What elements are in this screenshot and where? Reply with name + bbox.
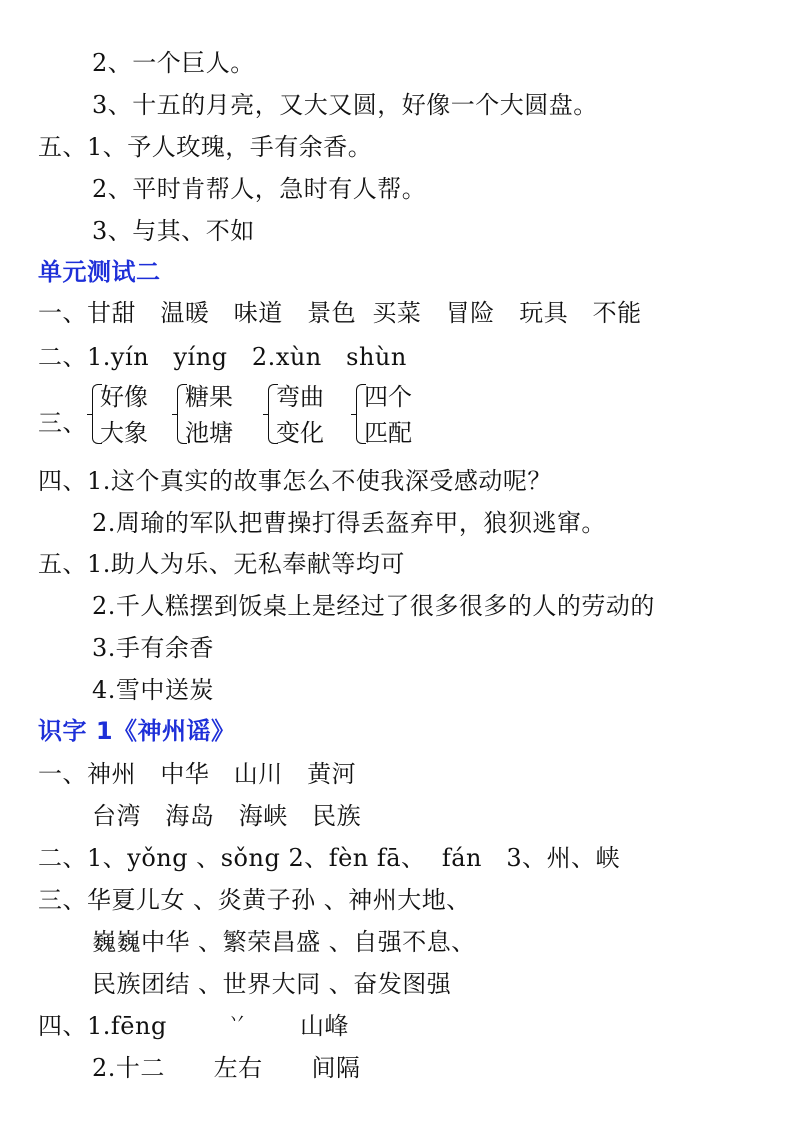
answer-line: 2.十二 左右 间隔 xyxy=(92,1054,361,1082)
pair-word-bottom: 匹配 xyxy=(364,419,412,447)
answer-line: 五、1、予人玫瑰，手有余香。 xyxy=(38,133,373,161)
answer-line: 三、华夏儿女 、炎黄子孙 、神州大地、 xyxy=(38,886,471,914)
brace-pair xyxy=(177,382,247,448)
answer-line: 2.千人糕摆到饭桌上是经过了很多很多的人的劳动的 xyxy=(92,592,655,620)
pair-word-bottom: 变化 xyxy=(276,419,324,447)
answer-line: 3、与其、不如 xyxy=(92,217,255,245)
pair-word-top: 四个 xyxy=(364,383,412,411)
brace-pair xyxy=(356,382,426,448)
answer-line: 巍巍中华 、繁荣昌盛 、自强不息、 xyxy=(92,928,476,956)
answer-line: 四、1.这个真实的故事怎么不使我深受感动呢？ xyxy=(38,467,552,495)
answer-line: 4.雪中送炭 xyxy=(92,676,214,704)
pinyin-line: 四、1.fēng xyxy=(38,1012,167,1040)
answer-line: 2.周瑜的军队把曹操打得丢盔弃甲，狼狈逃窜。 xyxy=(92,509,606,537)
answer-word: 山峰 xyxy=(300,1012,349,1040)
answer-line: 3、十五的月亮，又大又圆，好像一个大圆盘。 xyxy=(92,91,598,119)
brace-pair xyxy=(268,382,338,448)
pair-word-bottom: 大象 xyxy=(100,419,148,447)
answer-line: 2、一个巨人。 xyxy=(92,49,255,77)
section-heading: 单元测试二 xyxy=(38,258,161,286)
pair-word-top: 弯曲 xyxy=(276,383,324,411)
pinyin-line: 二、1.yín yíng 2.xùn shùn xyxy=(38,343,407,371)
answer-line: 2、平时肯帮人，急时有人帮。 xyxy=(92,175,427,203)
section-heading: 识字 1《神州谣》 xyxy=(38,717,236,745)
radical-mark: 丷 xyxy=(228,1010,247,1031)
pair-word-top: 好像 xyxy=(100,383,148,411)
pair-word-bottom: 池塘 xyxy=(185,419,233,447)
pinyin-line: 二、1、yǒng 、sǒng 2、fèn fā、 fán 3、州、峡 xyxy=(38,844,621,872)
answer-line: 五、1.助人为乐、无私奉献等均可 xyxy=(38,550,405,578)
question-number: 三、 xyxy=(38,409,87,437)
brace-pair xyxy=(92,382,162,448)
answer-line: 一、神州 中华 山川 黄河 xyxy=(38,760,357,788)
answer-line: 一、甘甜 温暖 味道 景色 买菜 冒险 玩具 不能 xyxy=(38,299,642,327)
answer-line: 台湾 海岛 海峡 民族 xyxy=(92,802,362,830)
answer-line: 3.手有余香 xyxy=(92,634,214,662)
pair-word-top: 糖果 xyxy=(185,383,233,411)
answer-line: 民族团结 、世界大同 、奋发图强 xyxy=(92,970,452,998)
